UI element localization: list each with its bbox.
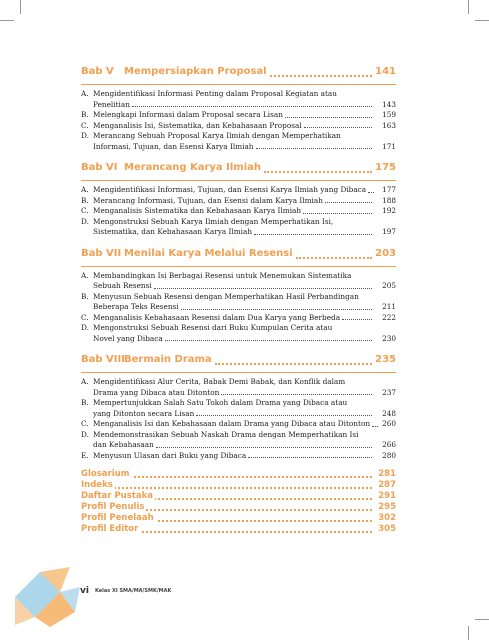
chapter-rule: [81, 180, 396, 181]
entry-text: Merancang Sebuah Proposal Karya Ilmiah dengan Memperhatikan: [93, 131, 341, 140]
entry-text: Merancang Informasi, Tujuan, dan Esensi dalam Karya Ilmiah: [93, 195, 323, 205]
backmatter-entry: [81, 502, 396, 513]
leader-dots: [181, 309, 372, 310]
entry-text: Sebuah Resensi: [93, 281, 152, 290]
chapter-heading: [81, 354, 396, 370]
entry-text: Mendemonstrasikan Sebuah Naskah Drama dengan Memperhatikan Isi: [93, 429, 359, 439]
entry-text: Menganalisis Kebahasaan Resensi dalam Dua Karya yang Berbeda: [93, 312, 341, 322]
entry-text: Menyusun Sebuah Resensi dengan Memperhatikan Hasil Perbandingan: [93, 291, 359, 301]
entry-text: Mengidentifikasi Informasi, Tujuan, dan Esensi Karya Ilmiah yang Dibaca: [93, 185, 367, 194]
table-of-contents: [81, 64, 396, 535]
entry-text: Mengidentifikasi Informasi Penting dalam Proposal Kegiatan atau: [93, 89, 337, 98]
chapter-leader-dots: [296, 257, 372, 259]
toc-entry: [81, 89, 396, 110]
backmatter-label: Profil Penelaah: [81, 513, 154, 523]
entry-letter: B.: [81, 291, 89, 301]
entry-letter: C.: [81, 312, 89, 322]
chapter-page: 235: [375, 354, 396, 365]
entry-letter: C.: [81, 206, 89, 215]
entry-letter: A.: [81, 89, 89, 98]
entry-page: 237: [382, 387, 396, 397]
toc-entry: [81, 271, 396, 292]
entry-page: 177: [382, 185, 396, 194]
entry-page: 205: [382, 281, 396, 290]
chapter-title: Mempersiapkan Proposal: [124, 66, 267, 77]
leader-dots: [154, 288, 372, 289]
decorative-shapes-icon: [15, 567, 95, 627]
backmatter-label: Daftar Pustaka: [81, 491, 153, 501]
chapter-title: Bermain Drama: [124, 354, 212, 365]
backmatter-entry: [81, 469, 396, 480]
entry-page: 230: [382, 333, 396, 343]
entry-page: 222: [382, 312, 396, 322]
toc-entry: [81, 323, 396, 344]
page-number: vi: [80, 586, 89, 596]
leader-dots: [221, 394, 372, 395]
backmatter-page: 291: [378, 491, 396, 501]
entry-page: 171: [382, 141, 396, 151]
entry-text: Mengonstruksi Sebuah Karya Ilmiah dengan Memperhatikan Isi,: [93, 216, 334, 226]
chapter-leader-dots: [270, 75, 372, 77]
backmatter-page: 302: [378, 513, 396, 523]
chapter-rule: [81, 266, 396, 267]
toc-entry: [81, 196, 396, 207]
toc-entry: [81, 206, 396, 217]
toc-entry: [81, 292, 396, 313]
entry-page: 159: [382, 110, 396, 119]
entry-text: yang Ditonton secara Lisan: [93, 408, 195, 418]
entry-text: Drama yang Dibaca atau Ditonton: [93, 387, 220, 397]
entry-text: Membandingkan Isi Berbagai Resensi untuk Menemukan Sistematika: [93, 270, 352, 280]
chapter-label: Bab VI: [81, 162, 118, 173]
leader-dots: [303, 213, 372, 214]
toc-entry: [81, 217, 396, 238]
entry-letter: B.: [81, 110, 89, 119]
entry-page: 260: [382, 419, 396, 428]
leader-dots: [196, 415, 372, 416]
toc-entry: [81, 131, 396, 152]
entry-text: Informasi, Tujuan, dan Esensi Karya Ilmiah: [93, 141, 254, 151]
leader-dots: [304, 127, 372, 128]
chapter-rule: [81, 372, 396, 373]
chapter-heading: [81, 248, 396, 264]
entry-letter: D.: [81, 216, 89, 226]
chapter-heading: [81, 66, 396, 82]
entry-letter: B.: [81, 195, 89, 205]
entry-text: Menganalisis Isi dan Kebahasaan dalam Drama yang Dibaca atau Ditonton: [93, 419, 371, 428]
crop-mark: [475, 20, 489, 21]
chapter-rule: [81, 84, 396, 85]
entry-page: 143: [382, 99, 396, 109]
entry-text: Sistematika, dan Kebahasaan Karya Ilmiah: [93, 227, 253, 236]
entry-letter: E.: [81, 450, 89, 460]
chapter-label: Bab V: [81, 66, 114, 77]
entry-text: Menganalisis Sistematika dan Kebahasaan Karya Ilmiah: [93, 206, 302, 215]
entry-text: Mengidentifikasi Alur Cerita, Babak Demi Babak, dan Konflik dalam: [93, 377, 346, 386]
backmatter-page: 295: [378, 502, 396, 512]
backmatter-page: 305: [378, 524, 396, 534]
chapter-title: Merancang Karya Ilmiah: [124, 162, 262, 173]
chapter-title: Menilai Karya Melalui Resensi: [124, 247, 293, 259]
toc-entry: [81, 398, 396, 419]
toc-entry: [81, 313, 396, 324]
chapter-heading: [81, 162, 396, 178]
entry-text: dan Kebahasaan: [93, 440, 154, 449]
entry-letter: D.: [81, 323, 89, 332]
entry-letter: A.: [81, 185, 89, 194]
leader-dots: [325, 202, 372, 203]
entry-text: Menyusun Ulasan dari Buku yang Dibaca: [93, 450, 247, 460]
crop-mark: [0, 20, 14, 21]
entry-text: Novel yang Dibaca: [93, 333, 163, 343]
toc-entry: [81, 121, 396, 132]
backmatter-label: Glosarium: [81, 469, 130, 479]
entry-text: Menganalisis Isi, Sistematika, dan Kebahasaan Proposal: [93, 120, 302, 130]
backmatter-page: 287: [378, 480, 396, 490]
entry-letter: D.: [81, 429, 89, 439]
entry-page: 248: [382, 408, 396, 418]
entry-text: Penelitian: [93, 99, 130, 109]
backmatter-entry: [81, 513, 396, 524]
toc-entry: [81, 419, 396, 430]
leader-dots: [342, 319, 372, 320]
backmatter-label: Profil Editor: [81, 524, 139, 534]
backmatter-label: Indeks: [81, 480, 113, 490]
entry-letter: C.: [81, 120, 89, 130]
book-label: Kelas XI SMA/MA/SMK/MAK: [95, 588, 172, 594]
leader-dots: [248, 457, 372, 458]
entry-letter: A.: [81, 377, 89, 386]
leader-dots: [256, 148, 373, 149]
chapter-label: Bab VII: [81, 247, 122, 259]
crop-mark: [468, 0, 469, 14]
leader-dots: [156, 447, 372, 448]
chapter-page: 203: [375, 247, 396, 259]
entry-page: 211: [382, 302, 396, 311]
backmatter-page: 281: [378, 469, 396, 479]
entry-page: 188: [382, 195, 396, 205]
crop-mark: [475, 619, 489, 620]
leader-dots: [165, 340, 372, 341]
entry-page: 280: [382, 450, 396, 460]
toc-entry: [81, 430, 396, 451]
crop-mark: [468, 626, 469, 640]
toc-entry: [81, 451, 396, 462]
leader-dots: [132, 106, 372, 107]
entry-text: Beberapa Teks Resensi: [93, 302, 179, 311]
entry-text: Mempertunjukkan Salah Satu Tokoh dalam Drama yang Dibaca atau: [93, 398, 348, 407]
leader-dots: [372, 426, 378, 427]
chapter-leader-dots: [215, 363, 372, 365]
entry-page: 266: [382, 440, 396, 449]
entry-page: 192: [382, 206, 396, 215]
entry-page: 197: [382, 227, 396, 236]
toc-entry: [81, 110, 396, 121]
entry-text: Mengonstruksi Sebuah Resensi dari Buku Kumpulan Cerita atau: [93, 323, 333, 332]
leader-dots: [81, 487, 372, 489]
entry-letter: B.: [81, 398, 89, 407]
entry-page: 163: [382, 120, 396, 130]
entry-letter: D.: [81, 131, 89, 140]
crop-mark: [20, 0, 21, 14]
backmatter-label: Profil Penulis: [81, 502, 145, 512]
backmatter-entry: [81, 491, 396, 502]
chapter-page: 141: [375, 66, 396, 77]
entry-text: Melengkapi Informasi dalam Proposal secara Lisan: [93, 110, 283, 119]
leader-dots: [254, 234, 372, 235]
backmatter-entry: [81, 524, 396, 535]
chapter-leader-dots: [264, 171, 372, 173]
backmatter-entry: [81, 480, 396, 491]
entry-letter: A.: [81, 270, 89, 280]
entry-letter: C.: [81, 419, 89, 428]
toc-entry: [81, 377, 396, 398]
leader-dots: [368, 192, 374, 193]
leader-dots: [285, 117, 372, 118]
chapter-label: Bab VIII: [81, 354, 125, 365]
chapter-page: 175: [375, 162, 396, 173]
toc-entry: [81, 185, 396, 196]
